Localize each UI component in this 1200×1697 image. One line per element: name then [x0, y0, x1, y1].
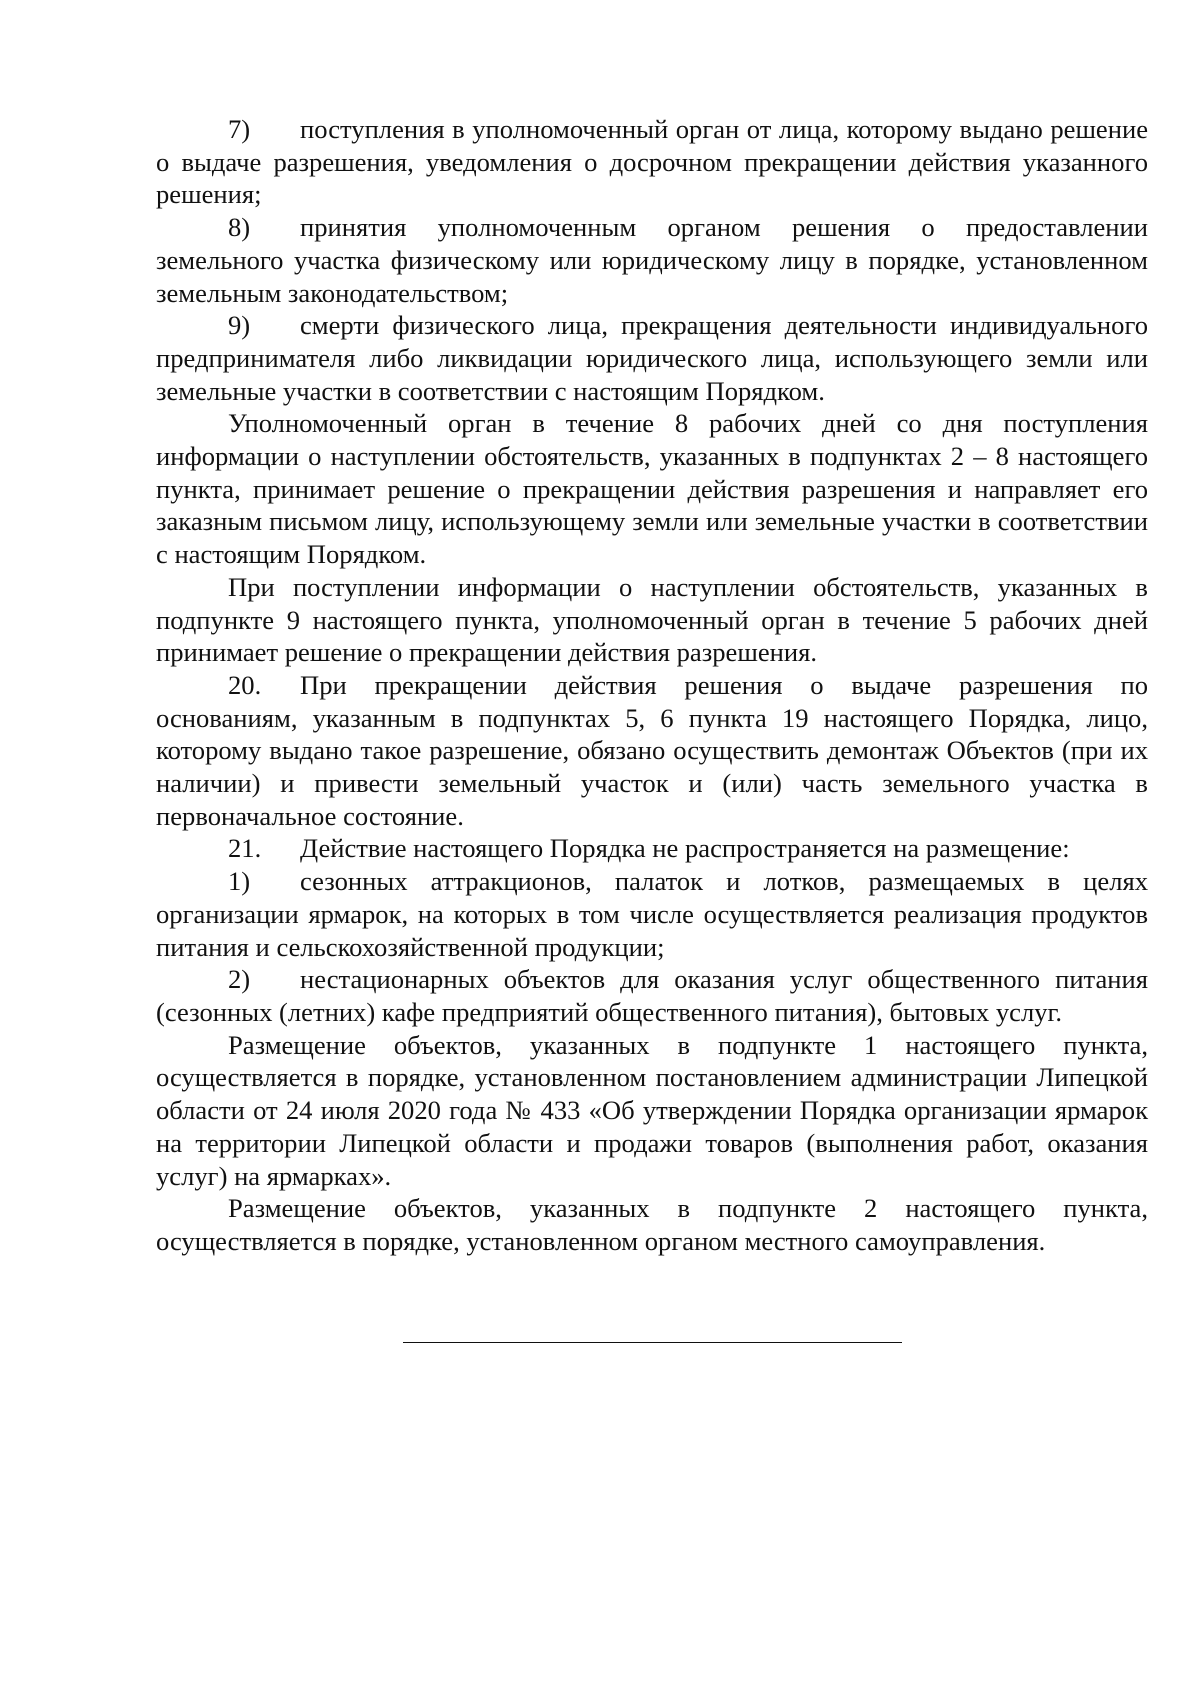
paragraph-text: Действие настоящего Порядка не распространяется на размещение: [300, 833, 1070, 864]
paragraph-text: нестационарных объектов для оказания услуг общественного питания (сезонных (летних) кафе предприятий общественного питания), бытовых услуг. [156, 964, 1148, 1027]
paragraph-text: принятия уполномоченным органом решения о предоставлении земельного участка физическому или юридическому лицу в порядке, установленном земельным законодательством; [156, 212, 1148, 308]
paragraph-item-2 [156, 963, 1148, 1028]
paragraph-text: сезонных аттракционов, палаток и лотков, размещаемых в целях организации ярмарок, на которых в том числе осуществляется реализация продуктов питания и сельскохозяйственной продукции; [156, 866, 1148, 962]
paragraph-text: Размещение объектов, указанных в подпункте 1 настоящего пункта, осуществляется в порядке, установленном постановлением администрации Липецкой области от 24 июля 2020 года № 433 «Об утверждении Порядка организации ярмарок на территории Липецкой области и продажи товаров (выполнения работ, оказания услуг) на ярмарках». [156, 1029, 1148, 1191]
paragraph-termination-5-days [156, 571, 1148, 669]
paragraph-text: При поступлении информации о наступлении обстоятельств, указанных в подпункте 9 настоящего пункта, уполномоченный орган в течение 5 рабочих дней принимает решение о прекращении действия разрешения. [156, 571, 1148, 668]
paragraph-text: Уполномоченный орган в течение 8 рабочих дней со дня поступления информации о наступлении обстоятельств, указанных в подпунктах 2 – 8 настоящего пункта, принимает решение о прекращении действия разрешения и направляет его заказным письмом лицу, использующему земли или земельные участки в соответствии с настоящим Порядком. [156, 408, 1148, 570]
clause-number: 21. [228, 833, 262, 864]
paragraph-item-9 [156, 309, 1148, 407]
paragraph-clause-20 [156, 669, 1148, 833]
paragraph-item-1 [156, 865, 1148, 963]
item-number: 9) [228, 310, 251, 341]
clause-number: 20. [228, 669, 262, 700]
paragraph-item-8 [156, 211, 1148, 309]
item-number: 7) [228, 114, 251, 144]
paragraph-local-government-placement [156, 1192, 1148, 1257]
item-number: 2) [228, 964, 251, 995]
paragraph-clause-21 [156, 832, 1148, 865]
paragraph-text: При прекращении действия решения о выдаче разрешения по основаниям, указанным в подпунктах 5, 6 пункта 19 настоящего Порядка, лицо, которому выдано такое разрешение, обязано осуществить демонтаж Объектов (при их наличии) и привести земельный участок и (или) часть земельного участка в первоначальное состояние. [156, 669, 1148, 831]
paragraph-item-7 [156, 113, 1148, 211]
end-of-document-rule [403, 1342, 902, 1343]
paragraph-text: Размещение объектов, указанных в подпункте 2 настоящего пункта, осуществляется в порядке, установленном органом местного самоуправления. [156, 1193, 1148, 1256]
paragraph-text: смерти физического лица, прекращения деятельности индивидуального предпринимателя либо ликвидации юридического лица, использующего земли или земельные участки в соответствии с настоящим Порядком. [156, 310, 1148, 406]
paragraph-termination-8-days [156, 407, 1148, 571]
paragraph-text: поступления в уполномоченный орган от лица, которому выдано решение о выдаче разрешения, уведомления о досрочном прекращении действия указанного решения; [156, 114, 1148, 210]
item-number: 1) [228, 866, 251, 897]
paragraph-fairs-placement [156, 1029, 1148, 1193]
document-body [156, 113, 1148, 1258]
item-number: 8) [228, 212, 251, 243]
